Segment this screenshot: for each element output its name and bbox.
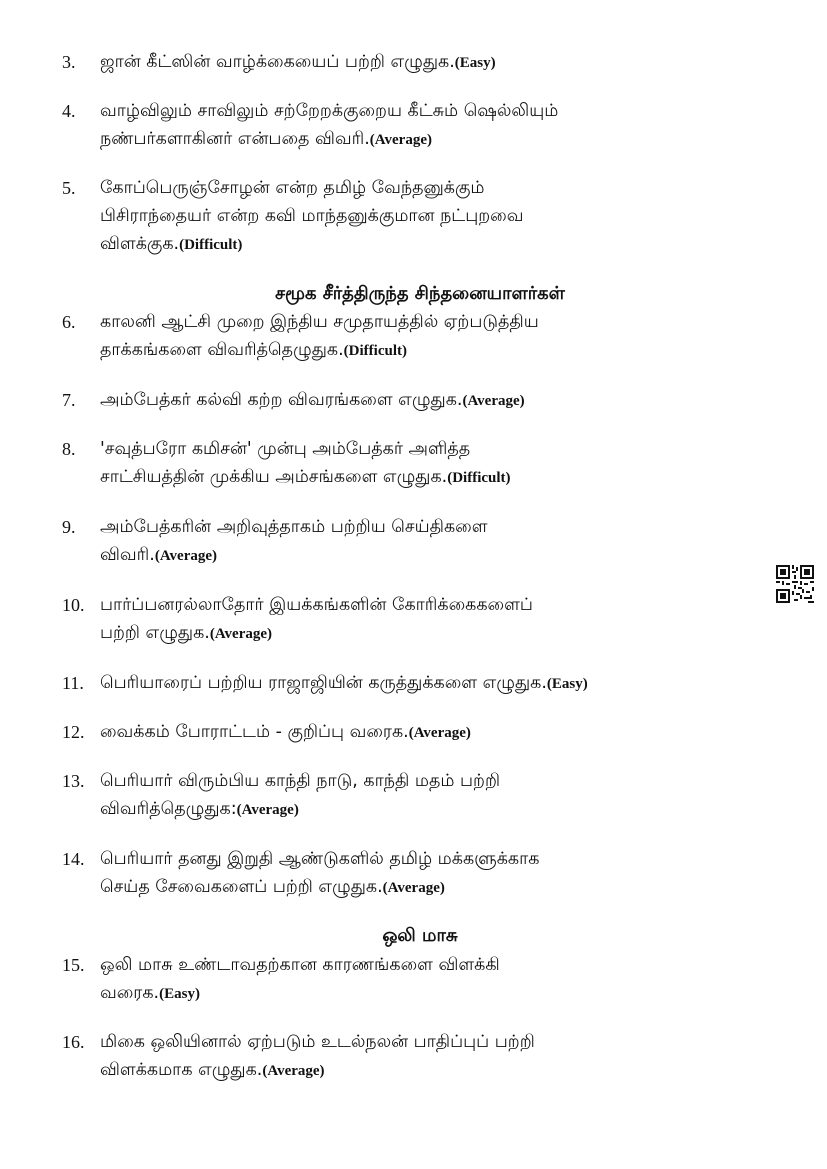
question-text [100, 97, 787, 154]
question-line: பிசிராந்தையர் என்ற கவி மாந்தனுக்குமான நட்புறவை [100, 206, 524, 226]
difficulty-label: (Difficult) [447, 470, 511, 486]
difficulty-label: (Difficult) [343, 343, 407, 359]
question-number: 3. [62, 52, 76, 72]
question-number: 13. [62, 771, 85, 791]
question-text [100, 718, 787, 747]
question-line: பார்ப்பனரல்லாதோர் இயக்கங்களின் கோரிக்கைகளைப் [100, 595, 533, 615]
question-line: விளக்கமாக எழுதுக. [100, 1060, 263, 1080]
question-line: பெரியாரைப் பற்றிய ராஜாஜியின் கருத்துக்களை எழுதுக. [100, 673, 547, 693]
question-number: 14. [62, 849, 85, 869]
question-number: 8. [62, 439, 76, 459]
difficulty-label: (Difficult) [179, 237, 243, 253]
question-text [100, 669, 787, 698]
question-number: 6. [62, 312, 76, 332]
question-line: பெரியார் தனது இறுதி ஆண்டுகளில் தமிழ் மக்களுக்காக [100, 849, 540, 869]
question-line: காலனி ஆட்சி முறை இந்திய சமுதாயத்தில் ஏற்படுத்திய [100, 312, 539, 332]
difficulty-label: (Average) [408, 725, 471, 741]
question-text [100, 1028, 787, 1085]
question-number: 12. [62, 722, 85, 742]
question-line: அம்பேத்கரின் அறிவுத்தாகம் பற்றிய செய்திகளை [100, 517, 488, 537]
question-line: அம்பேத்கர் கல்வி கற்ற விவரங்களை எழுதுக. [100, 390, 463, 410]
question-number: 11. [62, 673, 84, 693]
question-line: வைக்கம் போராட்டம் - குறிப்பு வரைக. [100, 722, 409, 742]
question-item [62, 767, 787, 824]
question-text [100, 767, 787, 824]
question-line: வாழ்விலும் சாவிலும் சற்றேறக்குறைய கீட்சும் ஷெல்லியும் [100, 101, 559, 121]
difficulty-label: (Easy) [159, 986, 200, 1002]
difficulty-label: (Average) [369, 132, 432, 148]
question-line: விவரித்தெழுதுக: [100, 799, 237, 819]
question-line: நண்பர்களாகினர் என்பதை விவரி. [100, 129, 370, 149]
difficulty-label: (Average) [262, 1063, 325, 1079]
question-text [100, 513, 787, 570]
question-number: 16. [62, 1032, 85, 1052]
question-item [62, 174, 787, 259]
question-text [100, 435, 787, 492]
question-text [100, 386, 787, 415]
question-text [100, 308, 787, 365]
question-item [62, 718, 787, 747]
difficulty-label: (Average) [209, 626, 273, 642]
question-item [62, 1028, 787, 1085]
difficulty-label: (Average) [236, 802, 299, 818]
question-line: விவரி. [100, 545, 155, 565]
question-text [100, 174, 787, 259]
question-text [100, 845, 787, 902]
question-item [62, 951, 787, 1008]
question-item [62, 845, 787, 902]
question-number: 10. [62, 595, 85, 615]
question-line: மிகை ஒலியினால் ஏற்படும் உடல்நலன் பாதிப்புப் பற்றி [100, 1032, 535, 1052]
question-item [62, 591, 787, 648]
question-line: ஜான் கீட்ஸின் வாழ்க்கையைப் பற்றி எழுதுக. [100, 52, 455, 72]
question-line: தாக்கங்களை விவரித்தெழுதுக. [100, 340, 344, 360]
question-number: 7. [62, 390, 76, 410]
difficulty-label: (Easy) [454, 55, 496, 71]
question-item [62, 513, 787, 570]
difficulty-label: (Average) [382, 880, 445, 896]
question-item [62, 386, 787, 415]
question-item [62, 669, 787, 698]
question-line: பற்றி எழுதுக. [100, 623, 210, 643]
difficulty-label: (Average) [154, 548, 218, 564]
question-item [62, 97, 787, 154]
question-text [100, 951, 787, 1008]
question-line: 'சவுத்பரோ கமிசன்' முன்பு அம்பேத்கர் அளித்த [100, 439, 471, 459]
question-number: 5. [62, 178, 76, 198]
question-item [62, 308, 787, 365]
section-heading: ஒலி மாசு [382, 925, 458, 946]
section-heading: சமூக சீர்த்திருந்த சிந்தனையாளர்கள் [275, 283, 565, 304]
question-line: விளக்குக. [100, 234, 180, 254]
question-line: கோப்பெருஞ்சோழன் என்ற தமிழ் வேந்தனுக்கும் [100, 178, 485, 198]
question-line: பெரியார் விரும்பிய காந்தி நாடு, காந்தி மதம் பற்றி [100, 771, 500, 791]
question-line: சாட்சியத்தின் முக்கிய அம்சங்களை எழுதுக. [100, 467, 448, 487]
difficulty-label: (Average) [462, 393, 525, 409]
question-number: 15. [62, 955, 85, 975]
question-number: 4. [62, 101, 76, 121]
question-line: வரைக. [100, 983, 160, 1003]
question-text [100, 48, 787, 77]
question-text [100, 591, 787, 648]
question-item [62, 48, 787, 77]
question-line: ஒலி மாசு உண்டாவதற்கான காரணங்களை விளக்கி [100, 955, 500, 975]
question-number: 9. [62, 517, 76, 537]
difficulty-label: (Easy) [546, 676, 588, 692]
question-line: செய்த சேவைகளைப் பற்றி எழுதுக. [100, 877, 383, 897]
question-item [62, 435, 787, 492]
